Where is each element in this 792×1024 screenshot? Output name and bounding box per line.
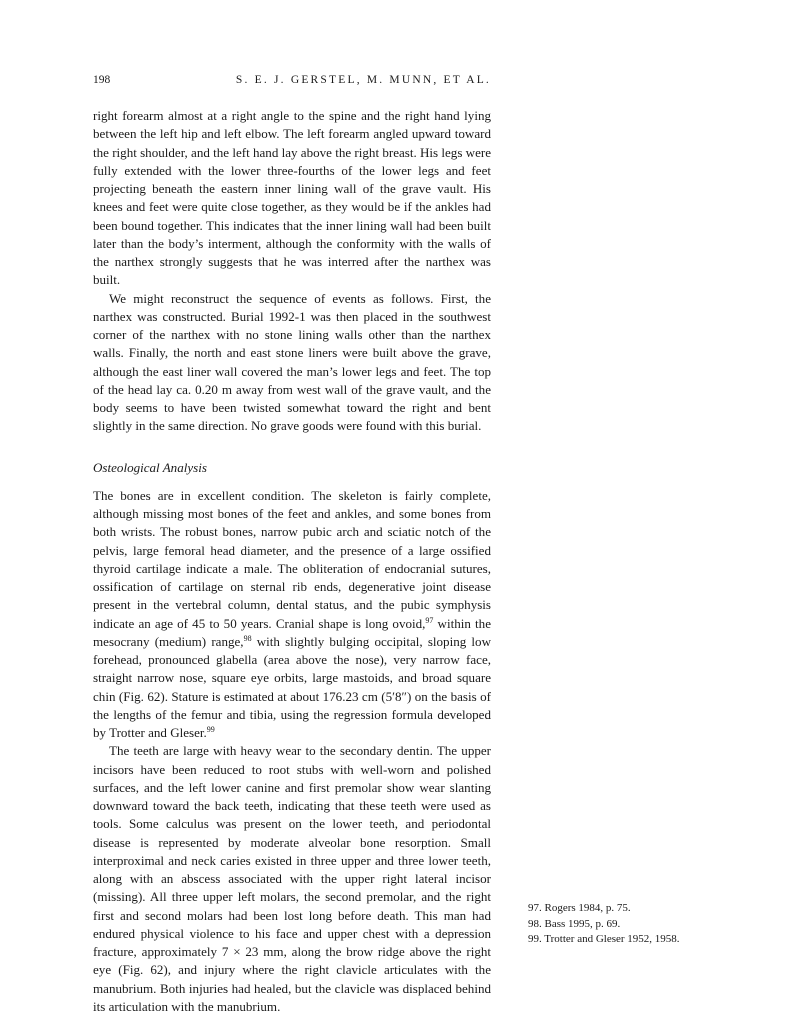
footnote-97: 97. Rogers 1984, p. 75. bbox=[528, 902, 631, 914]
paragraph-teeth: The teeth are large with heavy wear to the secondary dentin. The upper incisors have been reduced to root stubs with well-worn and polished surfaces, and the left lower canine and first premolar show wear slanting downward toward the back teeth, indicating that these teeth were used as tools. Some calculus was present on the lower teeth, and periodontal disease is represented by moderate alveolar bone resorption. Small interproximal and neck caries existed in three upper and three lower teeth, along with an abscess associated with the upper right lateral incisor (missing). All three upper left molars, the second premolar, and the right first and second molars had been lost long before death. This man had endured physical violence to his face and upper chest with a depression fracture, approximately 7 × 23 mm, along the brow ridge above the right eye (Fig. 62), and injury where the right clavicle articulates with the manubrium. Both injuries had healed, but the clavicle was displaced behind its articulation with the manubrium. bbox=[93, 743, 491, 1014]
section-heading: Osteological Analysis bbox=[93, 459, 207, 475]
body-text bbox=[93, 107, 491, 1016]
footnote-ref-97[interactable]: 97 bbox=[425, 615, 434, 625]
footnote-ref-99[interactable]: 99 bbox=[206, 725, 215, 734]
running-head bbox=[93, 74, 491, 92]
text-run: with slightly bulging occipital, sloping low forehead, pronounced glabella (area above the nose), very narrow face, straight narrow nose, square eye orbits, large mastoids, and broad square chin (Fig. 62). Stature is estimated at about 176.23 cm (5′8″) on the basis of the lengths of the femur and tibia, using the regression formula developed by Trotter and Gleser. bbox=[93, 633, 491, 740]
footnote-ref-98[interactable]: 98 bbox=[243, 633, 252, 643]
header-authors: S. E. J. GERSTEL, M. MUNN, ET AL. bbox=[235, 74, 491, 86]
footnote-99: 99. Trotter and Gleser 1952, 1958. bbox=[528, 933, 680, 945]
text-run: within the mesocrany (medium) range, bbox=[93, 615, 491, 649]
page-number: 198 bbox=[93, 74, 111, 86]
paragraph-sequence-of-events: We might reconstruct the sequence of events as follows. First, the narthex was constructed. Burial 1992-1 was then placed in the southwest corner of the narthex with no stone lining walls other than the narthex walls. Finally, the north and east stone liners were built above the grave, although the east liner wall covered the man’s lower legs and feet. The top of the head lay ca. 0.20 m away from west wall of the grave vault, and the body seems to have been twisted somewhat toward the right and bent slightly in the same direction. No grave goods were found with this burial. bbox=[93, 290, 491, 434]
text-run: The bones are in excellent condition. The skeleton is fairly complete, although missing most bones of the feet and ankles, and some bones from both wrists. The robust bones, narrow pubic arch and sciatic notch of the pelvis, large femoral head diameter, and the presence of a large ossified thyroid cartilage indicate a male. The obliteration of endocranial sutures, ossification of cartilage on sternal rib ends, degenerative joint disease present in the vertebral column, dental status, and the pubic symphysis indicate an age of 45 to 50 years. Cranial shape is long ovoid, bbox=[93, 487, 491, 631]
paragraph-burial-position: right forearm almost at a right angle to the spine and the right hand lying between the left hip and left elbow. The left forearm angled upward toward the right shoulder, and the left hand lay above the right breast. His legs were fully extended with the lower three-fourths of the lower legs and feet projecting beneath the eastern inner lining wall of the grave vault. His knees and feet were quite close together, as they would be if the ankles had been bound together. This indicates that the inner lining wall had been built later than the body’s interment, although the conformity with the walls of the narthex strongly suggests that he was interred after the narthex was built. bbox=[93, 108, 492, 288]
footnotes bbox=[528, 901, 758, 948]
footnote-98: 98. Bass 1995, p. 69. bbox=[528, 917, 621, 930]
paragraph-bone-condition bbox=[93, 487, 491, 743]
